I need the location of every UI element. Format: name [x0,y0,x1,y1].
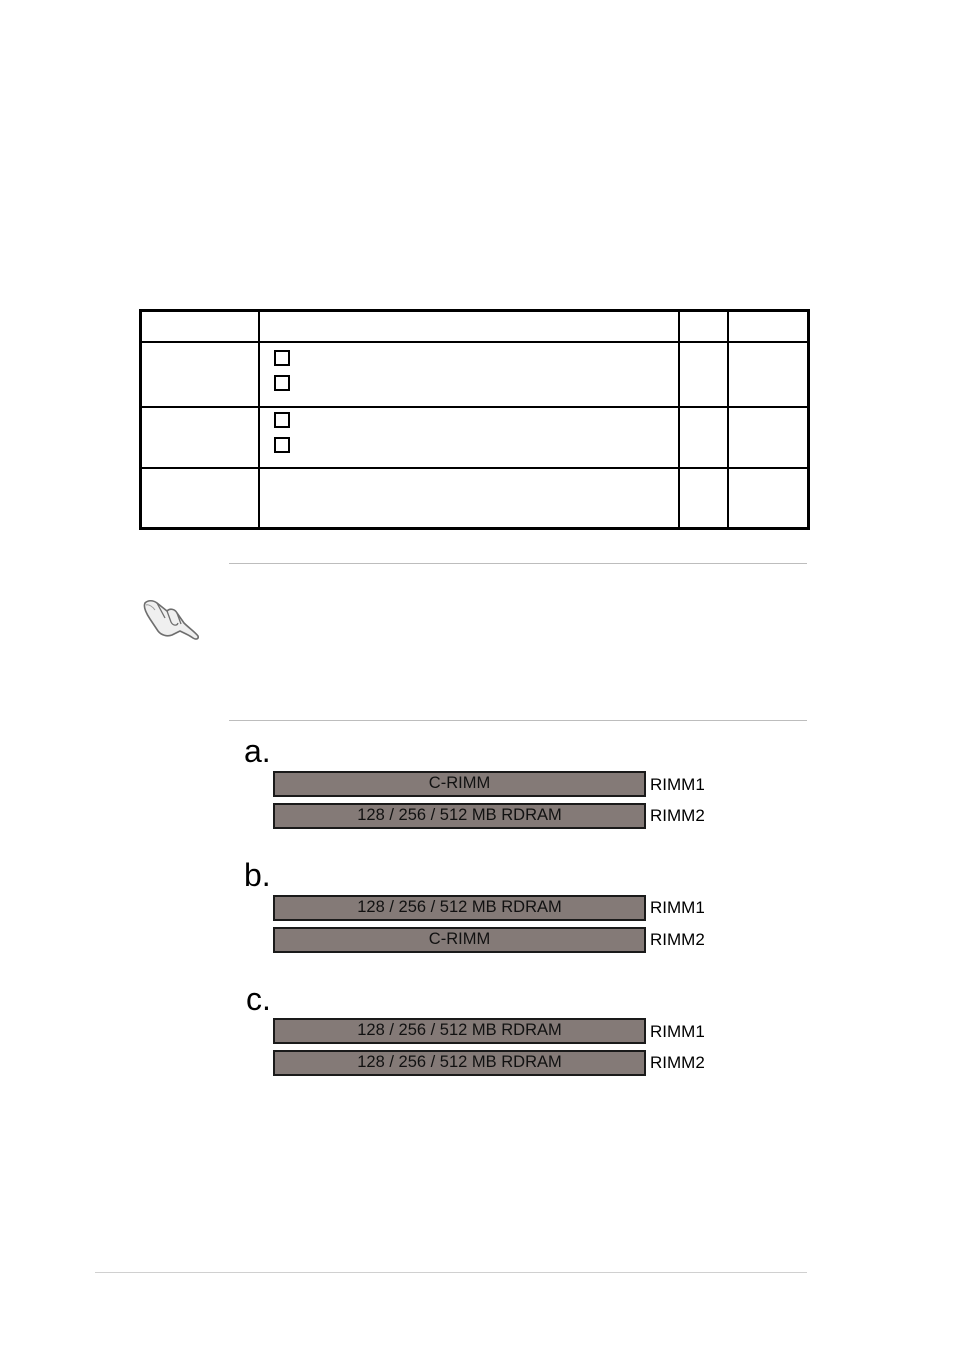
footer-rule [95,1272,807,1273]
config-a-rimm2-label: RIMM2 [650,806,705,825]
table-column-divider [727,312,729,527]
memory-table [139,309,810,530]
config-a-rimm2-module: 128 / 256 / 512 MB RDRAM [273,803,646,829]
config-a-rimm1-label: RIMM1 [650,775,705,794]
config-c-rimm2-label: RIMM2 [650,1053,705,1072]
config-b-rimm2-module: C-RIMM [273,927,646,953]
table-row-divider [142,467,807,469]
config-c-rimm2-module: 128 / 256 / 512 MB RDRAM [273,1050,646,1076]
checkbox[interactable] [274,412,290,428]
config-b-rimm1-label: RIMM1 [650,898,705,917]
table-column-divider [258,312,260,527]
checkbox[interactable] [274,350,290,366]
note-top-rule [229,563,807,564]
config-c-letter: c. [246,981,271,1017]
config-a-rimm1-module: C-RIMM [273,771,646,797]
table-row-divider [142,406,807,408]
checkbox[interactable] [274,375,290,391]
config-b-letter: b. [244,857,271,893]
config-c-rimm1-module: 128 / 256 / 512 MB RDRAM [273,1018,646,1044]
table-row-divider [142,341,807,343]
config-a-letter: a. [244,733,271,769]
config-c-rimm1-label: RIMM1 [650,1022,705,1041]
table-column-divider [678,312,680,527]
hand-pointer-icon [140,595,202,643]
checkbox[interactable] [274,437,290,453]
note-bottom-rule [229,720,807,721]
config-b-rimm2-label: RIMM2 [650,930,705,949]
config-b-rimm1-module: 128 / 256 / 512 MB RDRAM [273,895,646,921]
